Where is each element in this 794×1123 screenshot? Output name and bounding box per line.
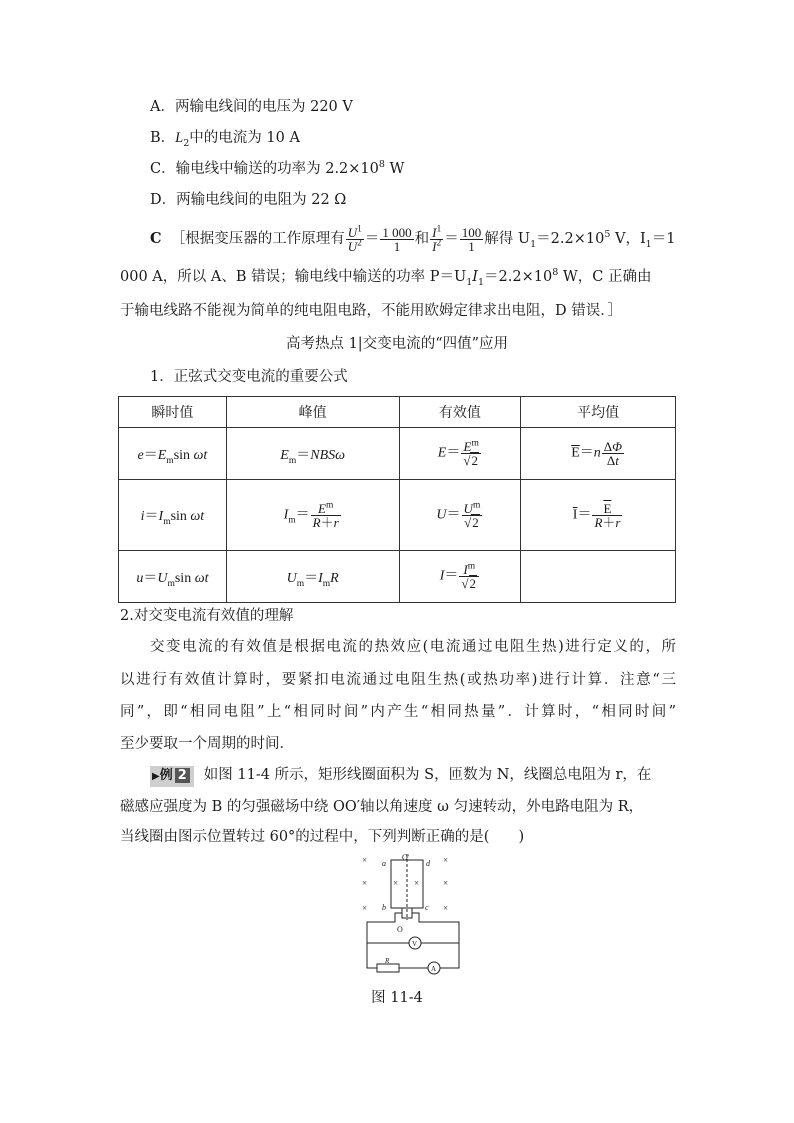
example-line-1 [150, 765, 651, 787]
answer-text: V，I [610, 231, 646, 247]
formula-u-effective: U＝ $\frac{U^m}{√2}$ [399, 480, 521, 551]
option-text: 两输电线间的电阻为 22 Ω [176, 192, 347, 208]
section-title: 高考热点 1|交变电流的“四值”应用 [285, 336, 509, 352]
example-number: 2 [175, 768, 190, 783]
answer-line-1: C ［根据变压器的工作原理有 $\frac{U^1}{U^2}$ ＝ $\frac{1 000}{1}$ 和 $\frac{I^1}{I^2}$ ＝ $\frac{100}{1}$ 解得 $U_1=2.2\times 10^5$ V，$I_1=1$ [150, 224, 676, 254]
paragraph-line: 至少要取一个周期的时间． [120, 736, 294, 752]
formula-i-instant: $i=I_m\sin$ ωt [119, 480, 227, 551]
svg-text:×: × [443, 903, 449, 913]
example-line-3: 当线圈由图示位置转过 60°的过程中，下列判断正确的是( ) [120, 829, 525, 845]
formula-e-instant: $e=E_m\sin$ ωt [119, 428, 227, 480]
resistor-icon [377, 964, 399, 972]
table-header-row [119, 397, 676, 428]
triangle-icon: ▶ [152, 771, 160, 782]
option-d [150, 190, 346, 210]
example-line-2: 磁感应强度为 B 的匀强磁场中绕 OO′轴以角速度 ω 匀速转动，外电路电阻为 R， [120, 799, 644, 815]
option-a [150, 97, 353, 117]
label-d: d [426, 859, 430, 868]
label-a-meter: A [431, 965, 437, 973]
answer-text: ＝2.2×10 [484, 269, 553, 285]
svg-text:×: × [362, 855, 368, 865]
header-instantaneous: 瞬时值 [119, 397, 227, 428]
magnetic-field-crosses [362, 855, 448, 913]
table-row [119, 428, 676, 480]
formula-e-effective: E＝ $\frac{E^m}{√2}$ [399, 428, 521, 480]
subheading-formulas: 1．正弦式交变电流的重要公式 [150, 369, 348, 385]
svg-text:×: × [393, 878, 399, 888]
formula-u-instant: $u=U_m\sin$ ωt [119, 551, 227, 603]
option-text-tail: W [384, 161, 405, 177]
option-superscript: 8 [378, 159, 385, 171]
label-c: c [425, 903, 429, 912]
svg-text:×: × [443, 855, 449, 865]
header-effective: 有效值 [399, 397, 521, 428]
option-letter: B． [150, 130, 176, 146]
answer-letter: C [150, 230, 162, 247]
option-symbol: L [175, 130, 184, 146]
formula-i-peak: $I_m=$ $\frac{E^m}{R+r}$ [226, 480, 399, 551]
table-row [119, 480, 676, 551]
paragraph-line: 交变电流的有效值是根据电流的热效应(电流通过电阻生热)进行定义的，所 [150, 639, 676, 655]
current-turns-fraction: $\frac{100}{1}$ [461, 224, 482, 254]
svg-text:×: × [362, 878, 368, 888]
option-b [150, 128, 300, 148]
formula-table [118, 396, 676, 603]
header-peak: 峰值 [226, 397, 399, 428]
formula-i-effective: I＝ $\frac{I^m}{√2}$ [399, 551, 521, 603]
option-text: 中的电流为 10 A [189, 130, 300, 146]
answer-text: ＝1 [651, 231, 676, 247]
option-letter: D． [150, 192, 177, 208]
answer-text: 解得 U [484, 231, 531, 247]
answer-text: W，C 正确由 [558, 269, 652, 285]
label-o-prime: O′ [402, 853, 410, 862]
option-subscript: 2 [183, 137, 190, 149]
example-badge [150, 766, 194, 787]
subheading-effective-value: 2.对交变电流有效值的理解 [120, 608, 294, 624]
option-c [150, 159, 404, 179]
label-b: b [382, 903, 386, 912]
answer-line-3: 于输电线路不能视为简单的纯电阻电路，不能用欧姆定律求出电阻，D 错误．］ [120, 303, 622, 319]
label-a: a [382, 859, 386, 868]
answer-text: 和 [414, 231, 430, 247]
option-letter: A． [150, 99, 175, 115]
table-row [119, 551, 676, 603]
answer-text: 000 A，所以 A、B 错误；输电线中输送的功率 P＝U [120, 269, 467, 285]
turns-ratio-fraction: $\frac{1 000}{1}$ [382, 224, 412, 254]
option-text: 两输电线间的电压为 220 V [174, 99, 353, 115]
option-text: 输电线中输送的功率为 2.2×10 [175, 161, 379, 177]
formula-e-peak: $E_m=NBS\omega$ [226, 428, 399, 480]
svg-text:×: × [414, 878, 420, 888]
answer-text: ［根据变压器的工作原理有 [170, 231, 345, 247]
example-badge-label: 例 [159, 768, 173, 783]
label-r: R [385, 957, 390, 965]
answer-text: ＝2.2×10 [536, 231, 605, 247]
formula-e-average: $\overline{E}=n$ $\frac{\Delta\Phi}{\Delta t}$ [521, 428, 676, 480]
answer-line-2: 000 A，所以 A、B 错误；输电线中输送的功率 $P=U_1I_1=2.2\times 10^8$ W，C 正确由 [120, 267, 652, 288]
current-ratio-fraction: $\frac{I^1}{I^2}$ [432, 224, 442, 254]
svg-text:×: × [443, 878, 449, 888]
voltage-ratio-fraction: $\frac{U^1}{U^2}$ [347, 224, 362, 254]
formula-i-average: $\overline{I}=$ $\frac{\overline{E}}{R+r}$ [521, 480, 676, 551]
option-letter: C． [150, 161, 176, 177]
formula-u-peak: $U_m=I_mR$ [226, 551, 399, 603]
svg-text:×: × [362, 903, 368, 913]
label-o: O [397, 925, 403, 934]
paragraph-line: 同”，即“相同电阻”上“相同时间”内产生“相同热量”．计算时，“相同时间” [120, 704, 676, 720]
formula-empty-cell [521, 551, 676, 603]
header-average: 平均值 [521, 397, 676, 428]
label-v: V [412, 940, 418, 948]
paragraph-line: 以进行有效值计算时，要紧扣电流通过电阻生热(或热功率)进行计算．注意“三 [120, 672, 676, 688]
figure-caption: 图 11-4 [371, 990, 423, 1006]
coil-circuit-figure [355, 850, 470, 975]
example-text: 如图 11-4 所示，矩形线圈面积为 S，匝数为 N，线圈总电阻为 r，在 [203, 767, 652, 783]
